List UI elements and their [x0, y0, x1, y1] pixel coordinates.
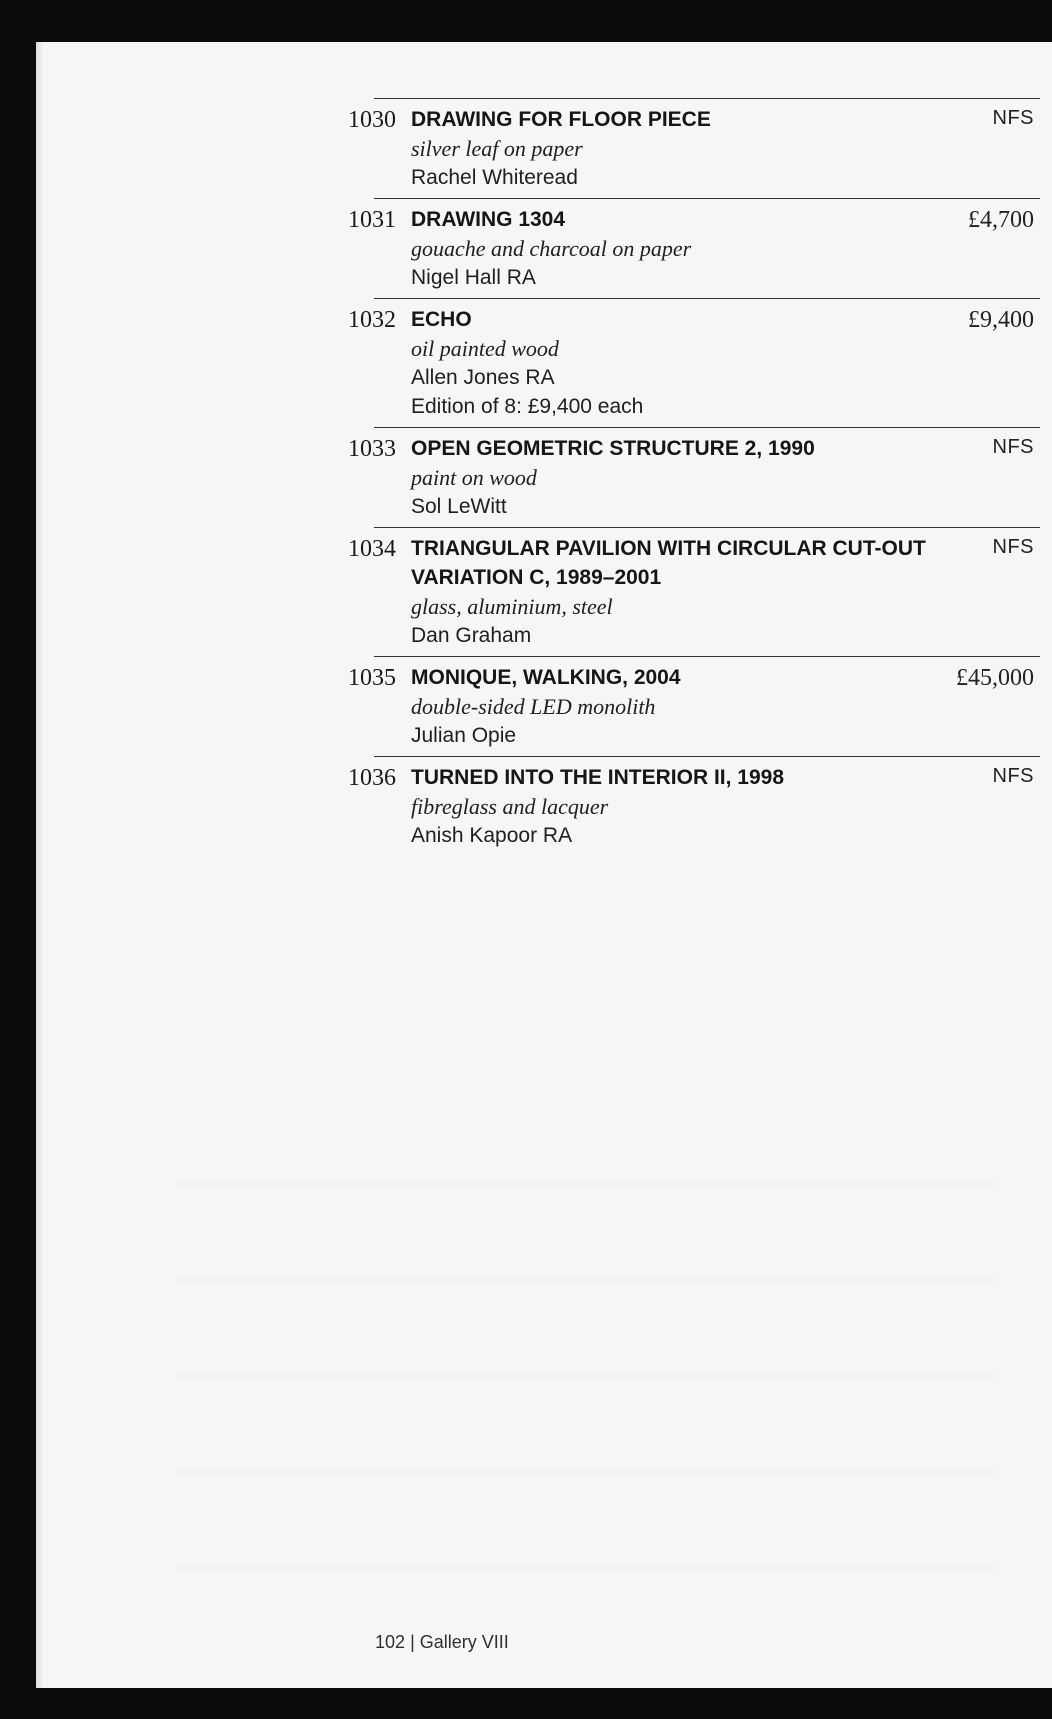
price: NFS: [992, 536, 1034, 558]
artist-name: Rachel Whiteread: [411, 166, 578, 189]
price: £9,400: [968, 307, 1034, 333]
page-footer: [375, 1632, 509, 1653]
price: NFS: [992, 765, 1034, 787]
footer-separator: |: [410, 1632, 415, 1652]
show-through-texture: [176, 1092, 996, 1592]
catalogue-entry: [348, 98, 1040, 198]
artist-name: Anish Kapoor RA: [411, 824, 573, 847]
artwork-medium: double-sided LED monolith: [411, 694, 656, 719]
artwork-title: OPEN GEOMETRIC STRUCTURE 2, 1990: [411, 437, 815, 460]
lot-number: 1032: [348, 307, 396, 333]
artist-name: Nigel Hall RA: [411, 266, 536, 289]
artwork-medium: oil painted wood: [411, 336, 559, 361]
catalogue-page: [36, 42, 1052, 1688]
artwork-title: ECHO: [411, 308, 472, 331]
page-number: 102: [375, 1632, 406, 1652]
catalogue-entry: [348, 756, 1040, 856]
lot-number: 1031: [348, 207, 396, 233]
artwork-title: TRIANGULAR PAVILION WITH CIRCULAR CUT-OUT VARIATION C, 1989–2001: [411, 537, 926, 589]
artist-name: Allen Jones RA: [411, 366, 555, 389]
artist-name: Julian Opie: [411, 724, 517, 747]
catalogue-entry: [348, 298, 1040, 427]
catalogue-entry: [348, 198, 1040, 298]
price: NFS: [992, 107, 1034, 129]
artwork-title: TURNED INTO THE INTERIOR II, 1998: [411, 766, 785, 789]
artwork-medium: silver leaf on paper: [411, 136, 583, 161]
section-name: Gallery VIII: [419, 1632, 509, 1652]
catalogue-entries: [36, 98, 1052, 856]
lot-number: 1035: [348, 665, 396, 691]
catalogue-entry: [348, 527, 1040, 656]
catalogue-entry: [348, 656, 1040, 756]
artwork-medium: gouache and charcoal on paper: [411, 236, 692, 261]
lot-number: 1030: [348, 107, 396, 133]
artwork-title: DRAWING FOR FLOOR PIECE: [411, 108, 711, 131]
artist-name: Dan Graham: [411, 624, 532, 647]
artwork-title: DRAWING 1304: [411, 208, 566, 231]
lot-number: 1036: [348, 765, 396, 791]
price: £4,700: [968, 207, 1034, 233]
artist-name: Sol LeWitt: [411, 495, 507, 518]
lot-number: 1033: [348, 436, 396, 462]
artwork-title: MONIQUE, WALKING, 2004: [411, 666, 681, 689]
price: NFS: [992, 436, 1034, 458]
artwork-medium: fibreglass and lacquer: [411, 794, 609, 819]
price: £45,000: [956, 665, 1034, 691]
edition-note: Edition of 8: £9,400 each: [411, 395, 644, 418]
catalogue-entry: [348, 427, 1040, 527]
artwork-medium: glass, aluminium, steel: [411, 594, 613, 619]
artwork-medium: paint on wood: [411, 465, 537, 490]
lot-number: 1034: [348, 536, 396, 562]
